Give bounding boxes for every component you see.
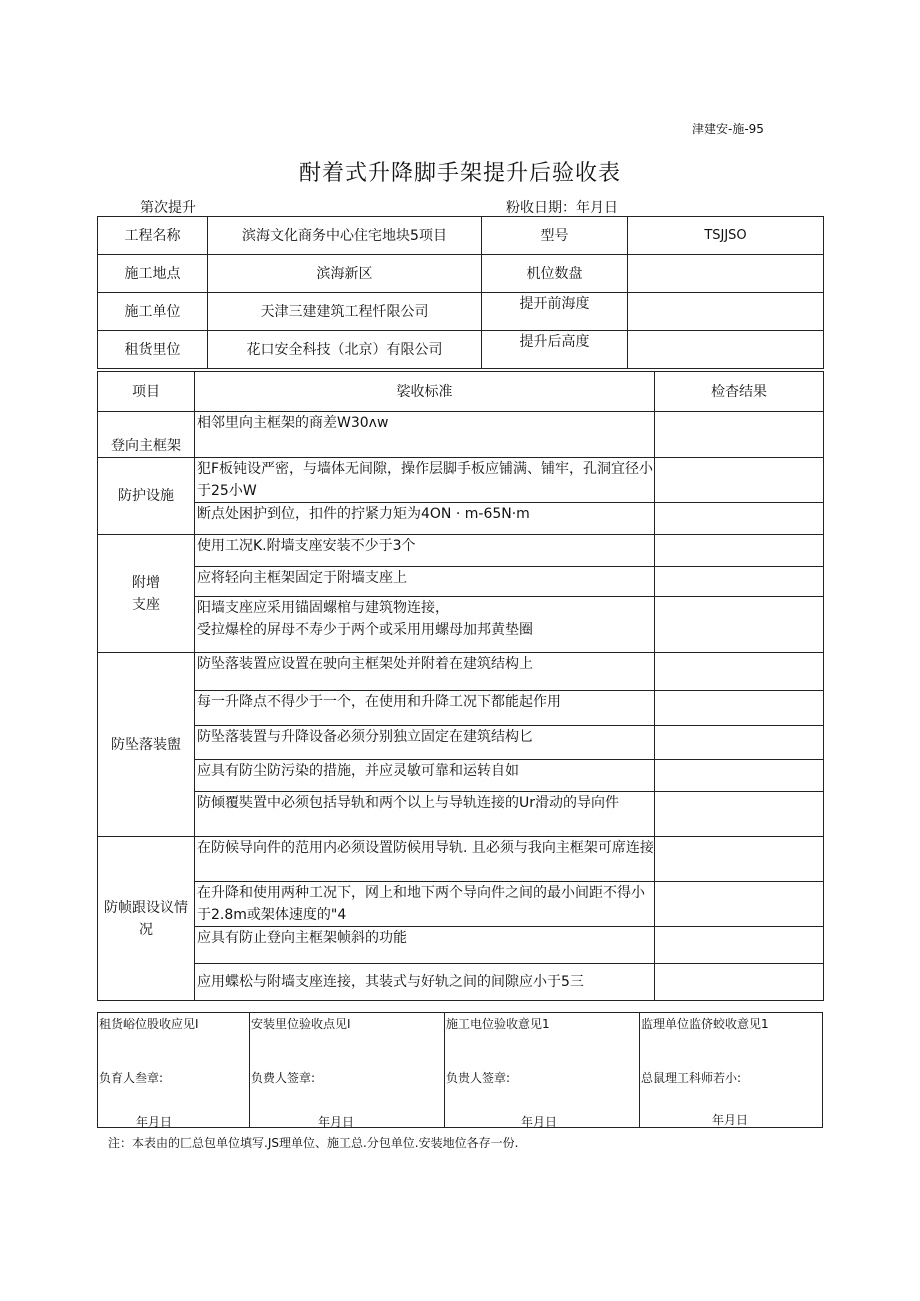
- contractor-value: 天津三建建筑工程忏限公司: [208, 293, 482, 331]
- criterion: 断点处困护到位，扣件的拧紧力矩为4ON · m-65N·m: [195, 503, 655, 535]
- height-after-label: 提升后高度: [482, 331, 628, 369]
- criterion: 应用蝶松与附墙支座连接，其装式与好轨之间的间隙应小于5三: [195, 964, 655, 1001]
- criterion: 防坠落装置应设置在驶向主框架处并附着在建筑结构上: [195, 653, 655, 691]
- lessor-label: 租货里位: [98, 331, 208, 369]
- signoff-section: [97, 1012, 823, 1128]
- group-name: 登向主框架: [98, 412, 195, 458]
- lift-times: 第次提升: [140, 200, 196, 216]
- criterion: 应具有防尘防污染的措施，并应灵敏可靠和运转自如: [195, 760, 655, 792]
- result-cell[interactable]: [655, 653, 824, 691]
- machines-label: 机位数盘: [482, 255, 628, 293]
- height-before-label: 提开前海度: [482, 293, 628, 331]
- project-info-table: [97, 216, 824, 369]
- result-cell[interactable]: [655, 927, 824, 964]
- height-before-value: [628, 293, 824, 331]
- group-name: 附增 支座: [98, 535, 195, 653]
- result-cell[interactable]: [655, 882, 824, 927]
- signoff-lessor[interactable]: [98, 1013, 250, 1127]
- criterion: 应将轻向主框架固定于附墙支座上: [195, 567, 655, 597]
- signoff-signature: 负费人签章:: [251, 1071, 316, 1085]
- result-cell[interactable]: [655, 458, 824, 503]
- project-name-value: 滨海文化商务中心住宅地块5项目: [208, 217, 482, 255]
- result-cell[interactable]: [655, 597, 824, 653]
- group-name: 防帧跟设议情 况: [98, 837, 195, 1001]
- signoff-supervisor[interactable]: [640, 1013, 822, 1127]
- model-value: TSJJSO: [628, 217, 824, 255]
- machines-value: [628, 255, 824, 293]
- signoff-installer[interactable]: [250, 1013, 445, 1127]
- document-code: 津建安-施-95: [692, 122, 764, 136]
- signoff-title: 租货峪位股收应见I: [99, 1017, 199, 1031]
- result-cell[interactable]: [655, 964, 824, 1001]
- signoff-signature: 负贵人签章:: [446, 1071, 511, 1085]
- signoff-title: 监理单位监侪蛟收意见1: [641, 1017, 769, 1031]
- criterion: 防坠落装置与升降设备必须分别独立固定在建筑结构匕: [195, 726, 655, 760]
- site-value: 滨海新区: [208, 255, 482, 293]
- criterion: 防倾覆奘置中必须包括导轨和两个以上与导轨连接的Ur滑动的导向件: [195, 792, 655, 837]
- criterion: 犯F板钝设严密，与墙体无间隙，操作层脚手板应铺满、铺牢，孔洞宜径小于25小W: [195, 458, 655, 503]
- group-name: 防护设施: [98, 458, 195, 535]
- signoff-date: 年月日: [521, 1115, 558, 1129]
- result-cell[interactable]: [655, 691, 824, 726]
- result-cell[interactable]: [655, 567, 824, 597]
- criterion: 每一升降点不得少于一个，在使用和升降工况下都能起作用: [195, 691, 655, 726]
- signoff-date: 年月日: [318, 1115, 355, 1129]
- acceptance-date: 粉收日期：年月日: [506, 200, 618, 216]
- column-header-item: 项目: [98, 372, 195, 412]
- result-cell[interactable]: [655, 760, 824, 792]
- criterion: 应具有防止登向主框架帧斜的功能: [195, 927, 655, 964]
- result-cell[interactable]: [655, 837, 824, 882]
- lessor-value: 花口安全科技（北京）有限公司: [208, 331, 482, 369]
- criterion: 在防候导向件的范用内必须设置防候用导轨. 且必须与我向主框架可席连接: [195, 837, 655, 882]
- column-header-result: 检杳结果: [655, 372, 824, 412]
- project-name-label: 工程名称: [98, 217, 208, 255]
- criterion: 阳墙支座应采用锚固螺棺与建筑物连接， 受拉爆栓的屏母不寿少于两个或采用用螺母加邦黄垫圈: [195, 597, 655, 653]
- model-label: 型号: [482, 217, 628, 255]
- result-cell[interactable]: [655, 412, 824, 458]
- criterion: 在升降和使用两种工况下，网上和地下两个导向件之间的最小间距不得小于2.8m或架体速度的"4: [195, 882, 655, 927]
- result-cell[interactable]: [655, 535, 824, 567]
- checklist-table: [97, 371, 824, 1001]
- criterion: 使用工况K.附墙支座安装不少于3个: [195, 535, 655, 567]
- signoff-date: 年月日: [136, 1115, 173, 1129]
- signoff-title: 安装里位验收点见I: [251, 1017, 351, 1031]
- result-cell[interactable]: [655, 792, 824, 837]
- signoff-date: 年月日: [712, 1113, 749, 1127]
- site-label: 施工地点: [98, 255, 208, 293]
- page-title: 酎着式升降脚手架提升后验收表: [298, 161, 621, 186]
- result-cell[interactable]: [655, 726, 824, 760]
- footnote: 注：本表由的匚总包单位填写.JS理单位、施工总.分包单位.安装地位各存一份.: [108, 1136, 519, 1150]
- signoff-contractor[interactable]: [445, 1013, 640, 1127]
- signoff-signature: 总鼠理工科师若小:: [641, 1071, 742, 1085]
- height-after-value: [628, 331, 824, 369]
- criterion: 相邻里向主框架的商差W30ʌw: [195, 412, 655, 458]
- signoff-signature: 负育人叁章:: [99, 1071, 164, 1085]
- signoff-title: 施工电位验收意见1: [446, 1017, 550, 1031]
- group-name: 防坠落装盥: [98, 653, 195, 837]
- column-header-standard: 裟收标准: [195, 372, 655, 412]
- result-cell[interactable]: [655, 503, 824, 535]
- contractor-label: 施工单位: [98, 293, 208, 331]
